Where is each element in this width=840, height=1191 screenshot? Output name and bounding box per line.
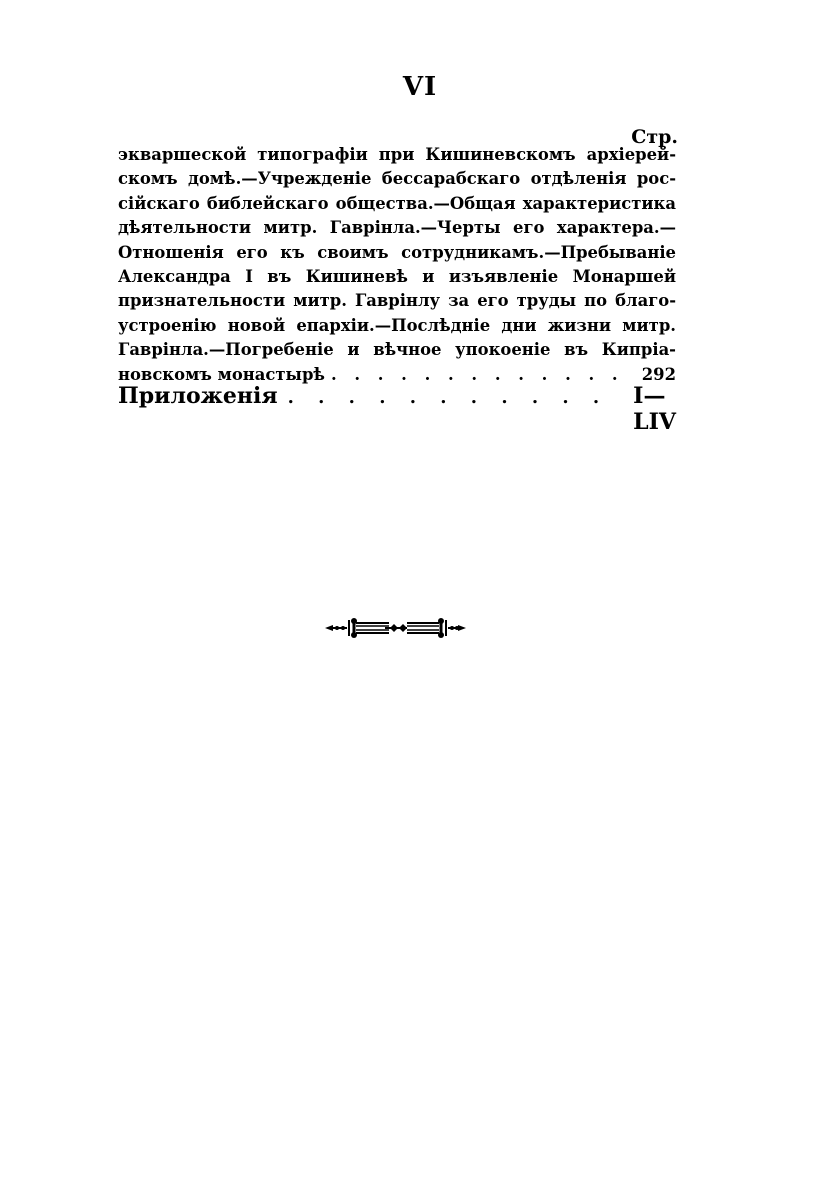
page-column-header: Стр. <box>631 126 678 148</box>
toc-entry <box>118 143 676 387</box>
dot-leader <box>288 387 624 408</box>
toc-entry-line: устроенію новой епархіи.—Послѣдніе дни жизни митр. <box>118 315 676 335</box>
toc-appendix-row <box>118 383 676 435</box>
toc-entry-line: Гаврінла.—Погребеніе и вѣчное упокоеніе въ Кипріа- <box>118 340 676 360</box>
page-number: VI <box>402 72 438 102</box>
decorative-tailpiece-icon <box>323 612 468 644</box>
toc-entry-line: экваршеской типографіи при Кишиневскомъ архіерей- <box>118 145 676 164</box>
toc-entry-line: скомъ домѣ.—Учрежденіе бессарабскаго отдѣленія рос- <box>118 169 676 189</box>
toc-entry-line: сійскаго библейскаго общества.—Общая характеристика <box>118 193 676 213</box>
toc-entry-line: дѣятельности митр. Гаврінла.—Черты его характера.— <box>118 218 676 238</box>
toc-entry-page: 292 <box>641 364 676 384</box>
toc-entry-line: Александра I въ Кишиневѣ и изъявленіе Монаршей <box>118 267 676 287</box>
appendix-page: I—LIV <box>633 383 677 435</box>
toc-entry-line: признательности митр. Гаврінлу за его труды по благо- <box>118 291 676 311</box>
toc-entry-line: Отношенія его къ своимъ сотрудникамъ.—Пребываніе <box>118 242 676 262</box>
appendix-label: Приложенія <box>118 383 278 409</box>
toc-entry-line-text: новскомъ монастырѣ <box>118 364 325 384</box>
